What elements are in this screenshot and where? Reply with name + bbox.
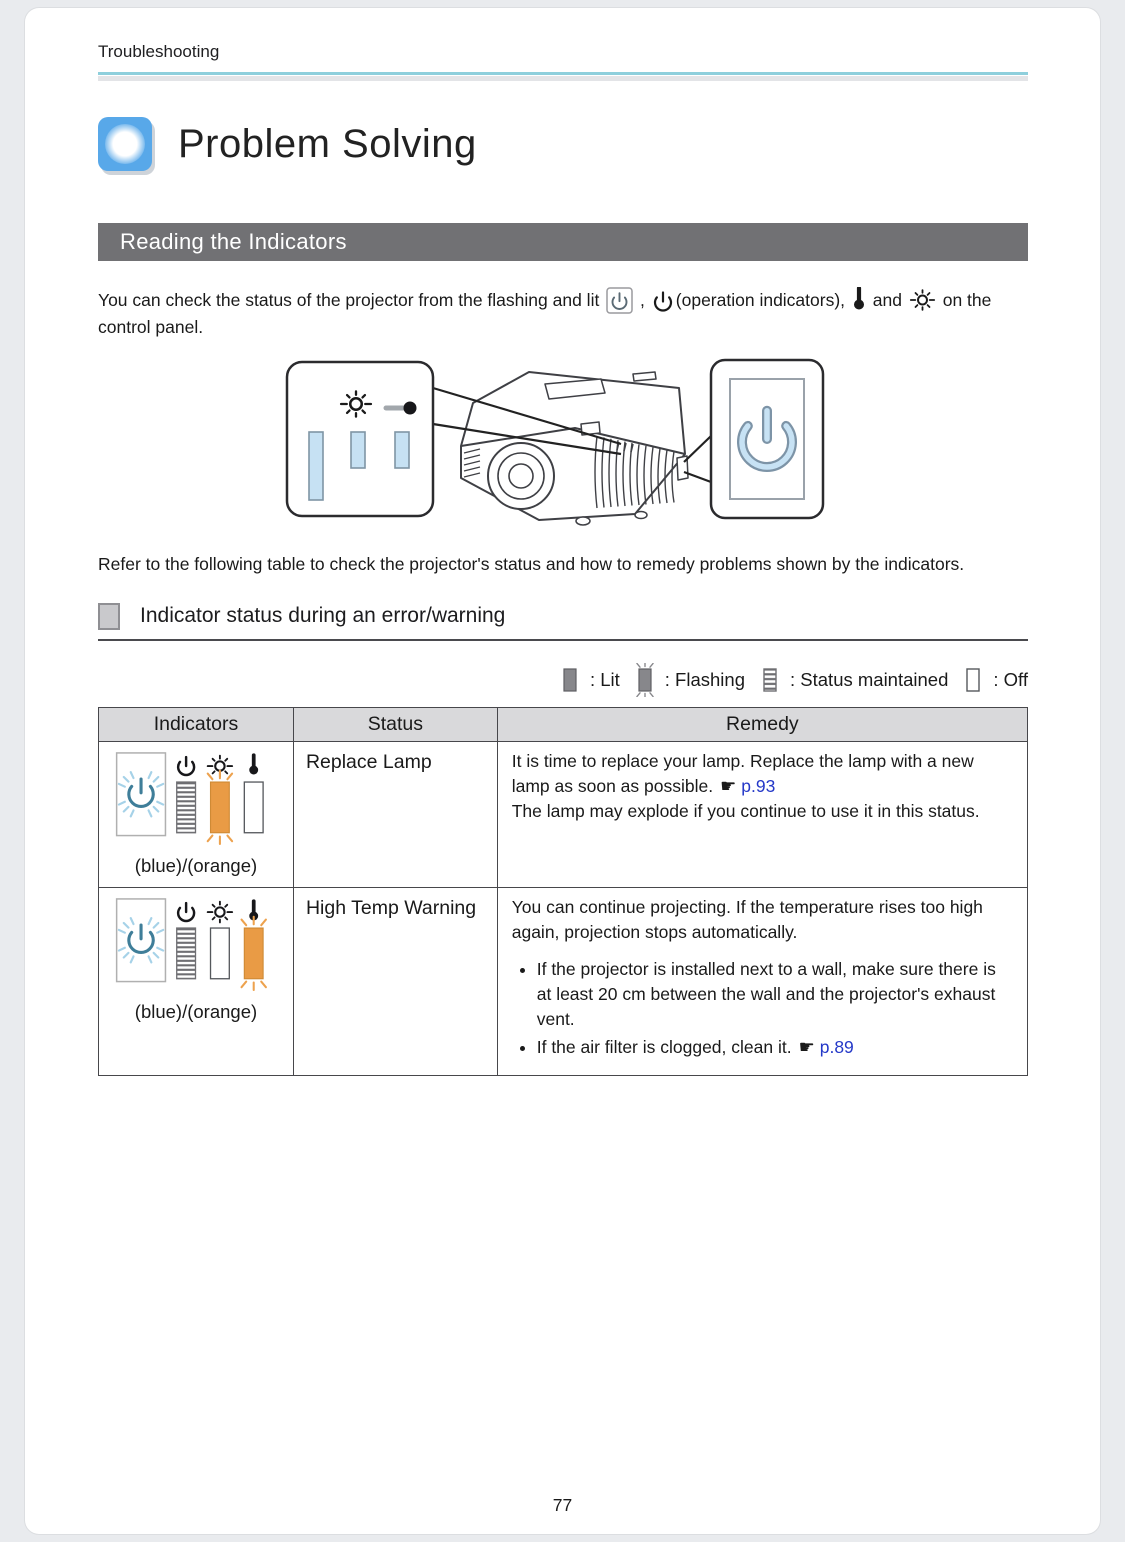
intro-text: (operation indicators),: [675, 290, 850, 310]
breadcrumb: Troubleshooting: [98, 42, 220, 61]
lamp-icon: [909, 288, 936, 312]
intro-text: ,: [635, 290, 650, 310]
pointing-hand-icon: ☛: [798, 1036, 815, 1058]
remedy-bullet: • If the projector is installed next to a wall, make sure there is at least 20 cm between the wall and the projector's exhaust vent.: [537, 957, 1013, 1032]
legend-item-off: [958, 663, 1028, 697]
legend-label: : Status maintained: [790, 668, 949, 690]
indicators-cell: [99, 741, 294, 887]
col-header-status: Status: [293, 707, 497, 741]
status-cell: Replace Lamp: [293, 741, 497, 887]
table-row: [99, 741, 1028, 887]
header-rule: [98, 72, 1028, 75]
intro-text: on the control panel.: [98, 290, 992, 337]
indicator-status-table: [98, 707, 1028, 1076]
indicator-caption: (blue)/(orange): [134, 1000, 258, 1022]
col-header-remedy: Remedy: [497, 707, 1027, 741]
remedy-text: You can continue projecting. If the temperature rises too high again, projection stops automatically.: [511, 896, 983, 942]
legend-label: : Flashing: [664, 668, 745, 690]
table-row: [99, 887, 1028, 1075]
remedy-cell: [497, 887, 1027, 1075]
pointing-hand-icon: ☛: [720, 775, 737, 797]
page-link-p-93[interactable]: p.93: [741, 775, 776, 796]
legend-item-lit: [555, 663, 620, 697]
intro-text: and: [867, 290, 907, 310]
legend-label: : Off: [993, 668, 1028, 690]
legend-item-maintained: [755, 663, 948, 697]
indicator-legend: [98, 663, 1028, 697]
status-cell: High Temp Warning: [293, 887, 497, 1075]
intro-paragraph: [98, 287, 1028, 340]
remedy-text: It is time to replace your lamp. Replace the lamp with a new lamp as soon as possible. ☛ p.93: [511, 750, 974, 797]
chapter-icon: [98, 117, 152, 171]
indicator-diagram: [111, 896, 280, 992]
remedy-cell: [497, 741, 1027, 887]
subsection-rule: [98, 639, 1028, 641]
indicator-diagram: [111, 750, 280, 846]
power-icon: [652, 290, 674, 312]
page-title: Problem Solving: [178, 121, 477, 166]
thermometer-icon: [852, 287, 866, 312]
projector-illustration-svg: [283, 358, 843, 530]
power-boxed-icon: [606, 287, 633, 314]
remedy-bullet-list: [512, 957, 1013, 1060]
legend-item-flashing: [630, 663, 745, 697]
indicator-caption: (blue)/(orange): [134, 854, 258, 876]
remedy-text: The lamp may explode if you continue to use it in this status.: [511, 800, 980, 821]
col-header-indicators: Indicators: [99, 707, 294, 741]
remedy-bullet: • If the air filter is clogged, clean it. ☛ p.89: [537, 1035, 1013, 1060]
legend-maintained-icon: [755, 663, 785, 697]
subsection-title: Indicator status during an error/warning: [140, 604, 506, 627]
legend-flashing-icon: [630, 663, 660, 697]
legend-label: : Lit: [589, 668, 620, 690]
page-link-p-89[interactable]: p.89: [819, 1036, 854, 1057]
legend-lit-icon: [555, 663, 585, 697]
indicators-cell: [99, 887, 294, 1075]
projector-illustration: [98, 358, 1028, 535]
legend-off-icon: [958, 663, 988, 697]
manual-page: [25, 8, 1100, 1534]
section-banner: Reading the Indicators: [98, 223, 1028, 261]
intro-text: You can check the status of the projector from the flashing and lit: [98, 290, 605, 310]
refer-paragraph: Refer to the following table to check the projector's status and how to remedy problems shown by the indicators.: [98, 553, 965, 574]
subsection-bullet-icon: [98, 603, 120, 630]
page-number: 77: [552, 1495, 573, 1515]
header-rule-shadow: [98, 76, 1028, 81]
